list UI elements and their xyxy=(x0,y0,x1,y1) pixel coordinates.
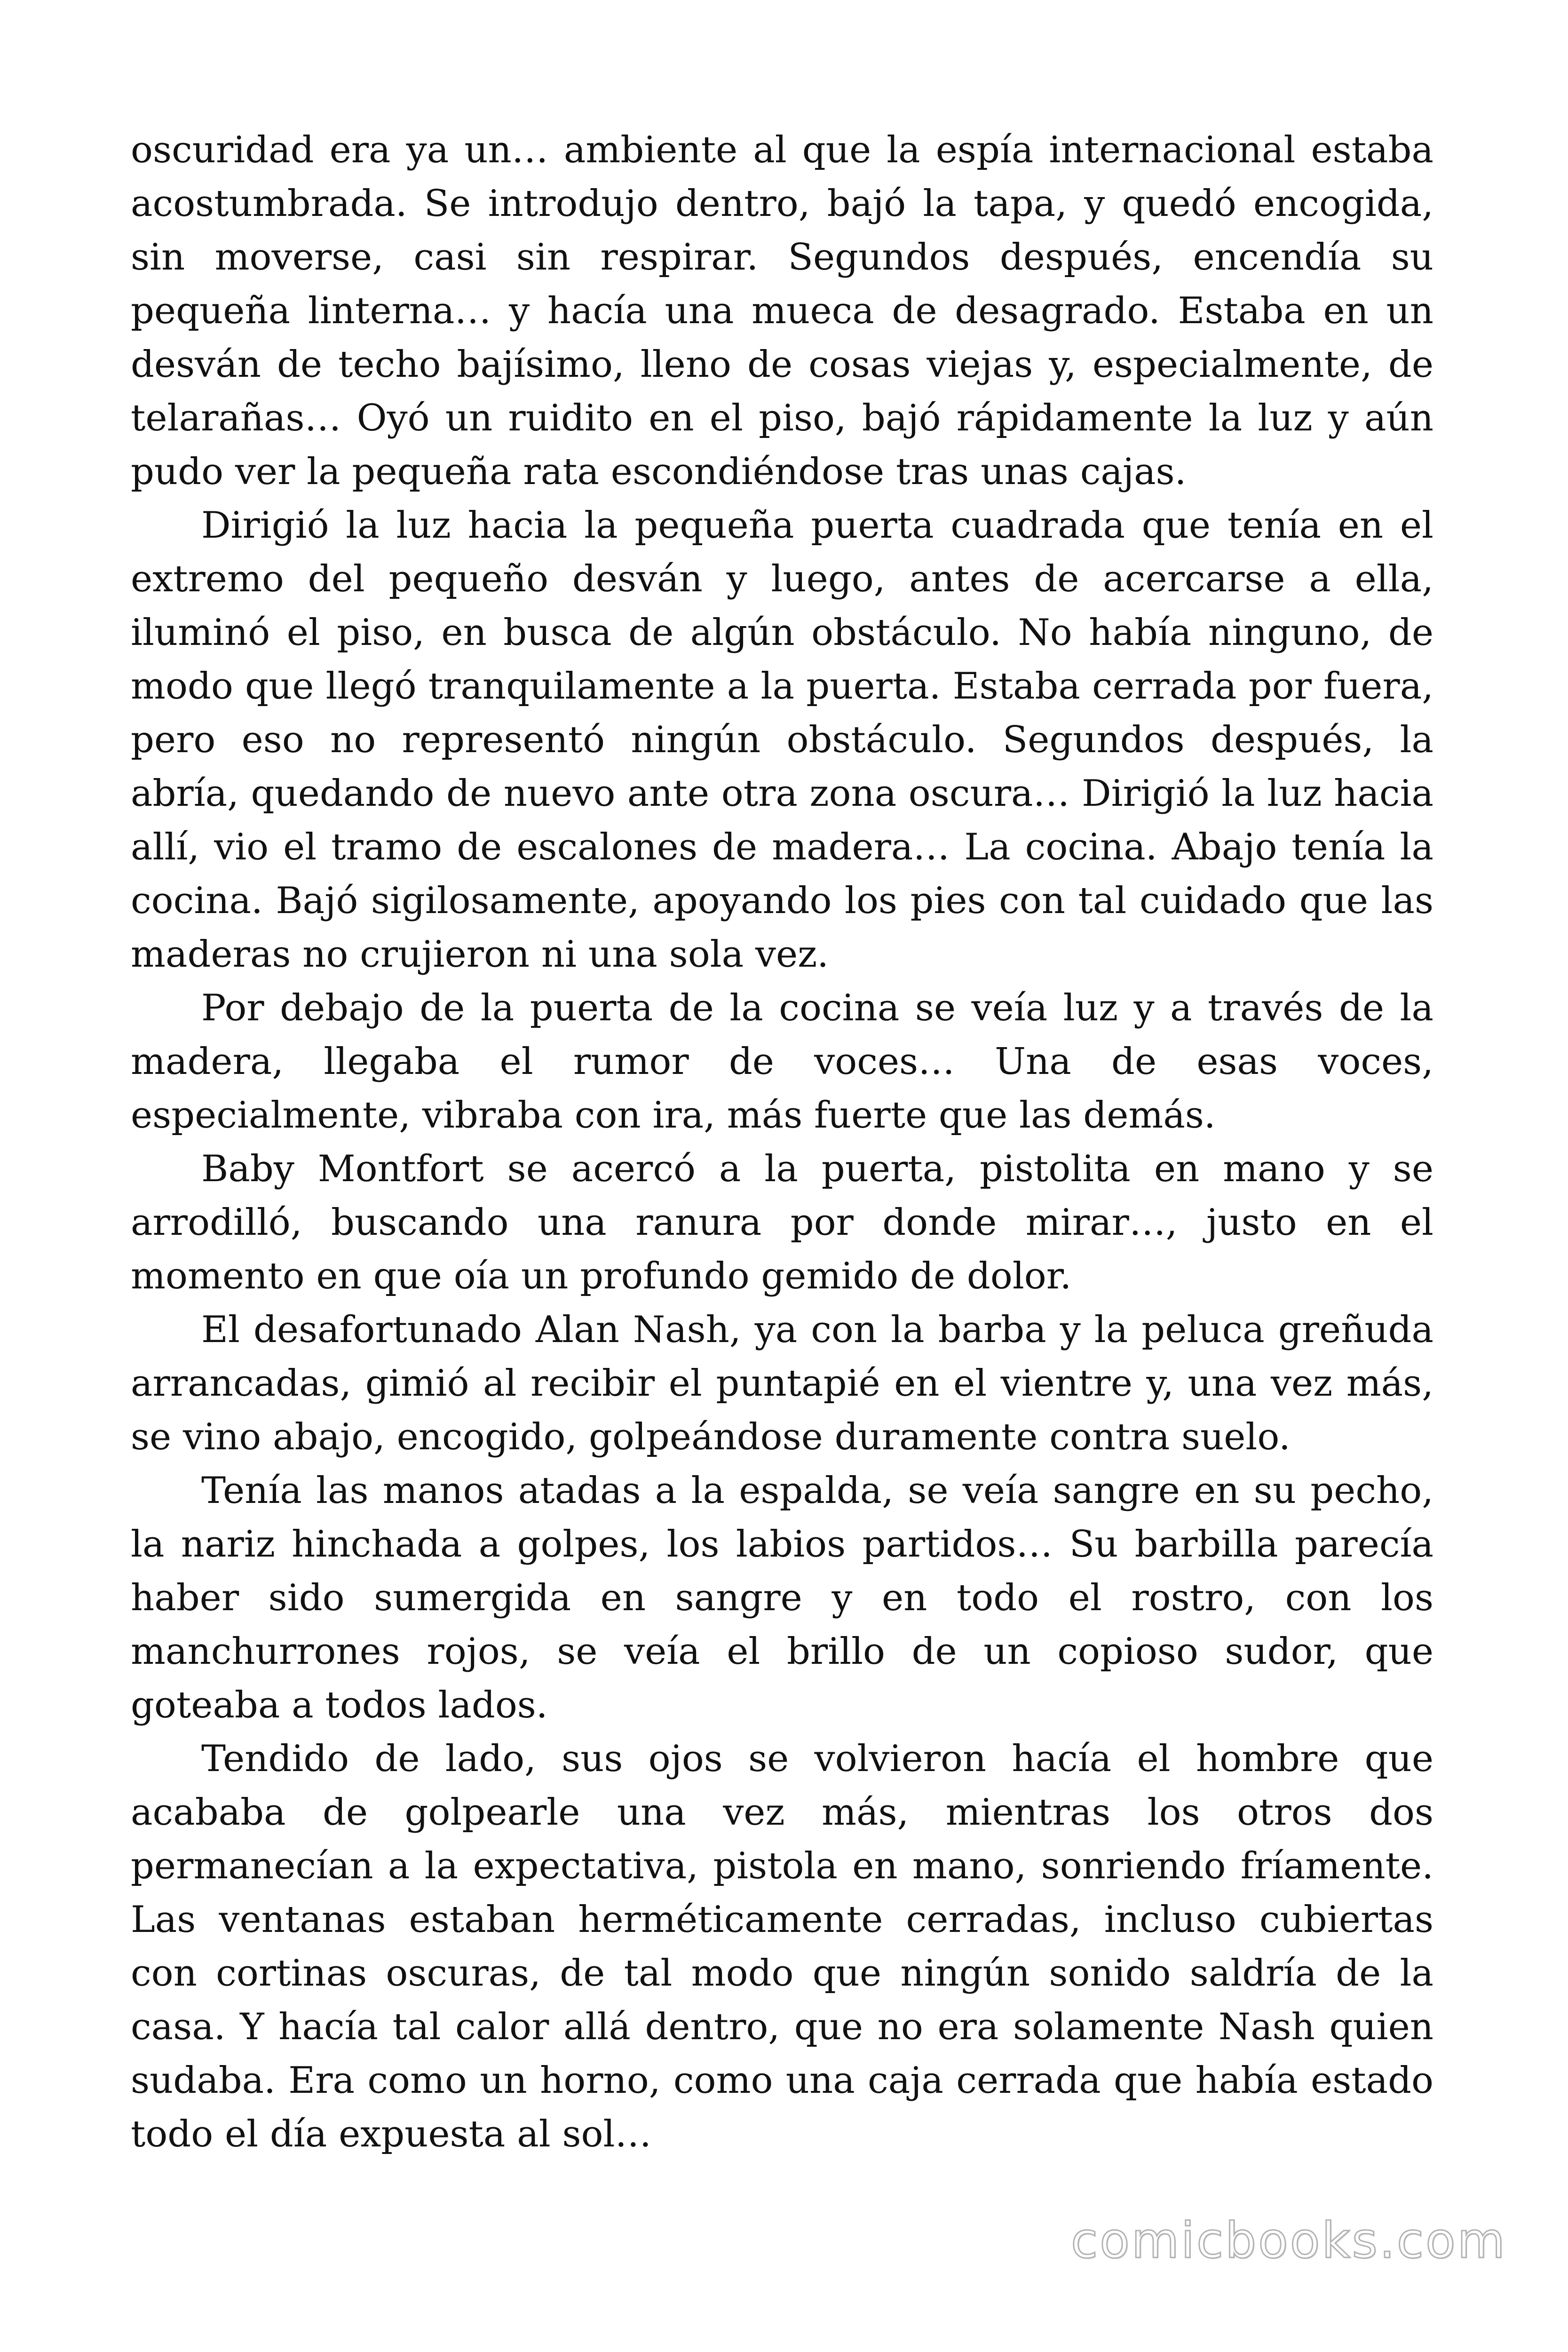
paragraph-3: Por debajo de la puerta de la cocina se veía luz y a través de la madera, llegaba el rumor de voces… Una de esas voces, especialmente, vibraba con ira, más fuerte que las demás. xyxy=(131,987,1433,1136)
paragraph-7: Tendido de lado, sus ojos se volvieron hacía el hombre que acababa de golpearle una vez más, mientras los otros dos permanecían a la expectativa, pistola en mano, sonriendo fríamente. Las ventanas estaban herméticamente cerradas, incluso cubiertas con cortinas oscuras, de tal modo que ningún sonido saldría de la casa. Y hacía tal calor allá dentro, que no era solamente Nash quien sudaba. Era como un horno, como una caja cerrada que había estado todo el día expuesta al sol… xyxy=(131,1738,1433,2155)
paragraph-4: Baby Montfort se acercó a la puerta, pistolita en mano y se arrodilló, buscando una ranura por donde mirar…, justo en el momento en que oía un profundo gemido de dolor. xyxy=(131,1148,1433,1297)
paragraph-2: Dirigió la luz hacia la pequeña puerta cuadrada que tenía en el extremo del pequeño desván y luego, antes de acercarse a ella, iluminó el piso, en busca de algún obstáculo. No había ninguno, de modo que llegó tranquilamente a la puerta. Estaba cerrada por fuera, pero eso no representó ningún obstáculo. Segundos después, la abría, quedando de nuevo ante otra zona oscura… Dirigió la luz hacia allí, vio el tramo de escalones de madera… La cocina. Abajo tenía la cocina. Bajó sigilosamente, apoyando los pies con tal cuidado que las maderas no crujieron ni una sola vez. xyxy=(131,504,1433,976)
body-text xyxy=(131,123,1433,2161)
paragraph-1: oscuridad era ya un… ambiente al que la espía internacional estaba acostumbrada. Se introdujo dentro, bajó la tapa, y quedó encogida, sin moverse, casi sin respirar. Segundos después, encendía su pequeña linterna… y hacía una mueca de desagrado. Estaba en un desván de techo bajísimo, lleno de cosas viejas y, especialmente, de telarañas… Oyó un ruidito en el piso, bajó rápidamente la luz y aún pudo ver la pequeña rata escondiéndose tras unas cajas. xyxy=(131,129,1433,493)
paragraph-6: Tenía las manos atadas a la espalda, se veía sangre en su pecho, la nariz hinchada a golpes, los labios partidos… Su barbilla parecía haber sido sumergida en sangre y en todo el rostro, con los manchurrones rojos, se veía el brillo de un copioso sudor, que goteaba a todos lados. xyxy=(131,1470,1433,1726)
watermark: comicbooks.com xyxy=(1070,2212,1507,2269)
paragraph-5: El desafortunado Alan Nash, ya con la barba y la peluca greñuda arrancadas, gimió al recibir el puntapié en el vientre y, una vez más, se vino abajo, encogido, golpeándose duramente contra suelo. xyxy=(131,1309,1433,1458)
